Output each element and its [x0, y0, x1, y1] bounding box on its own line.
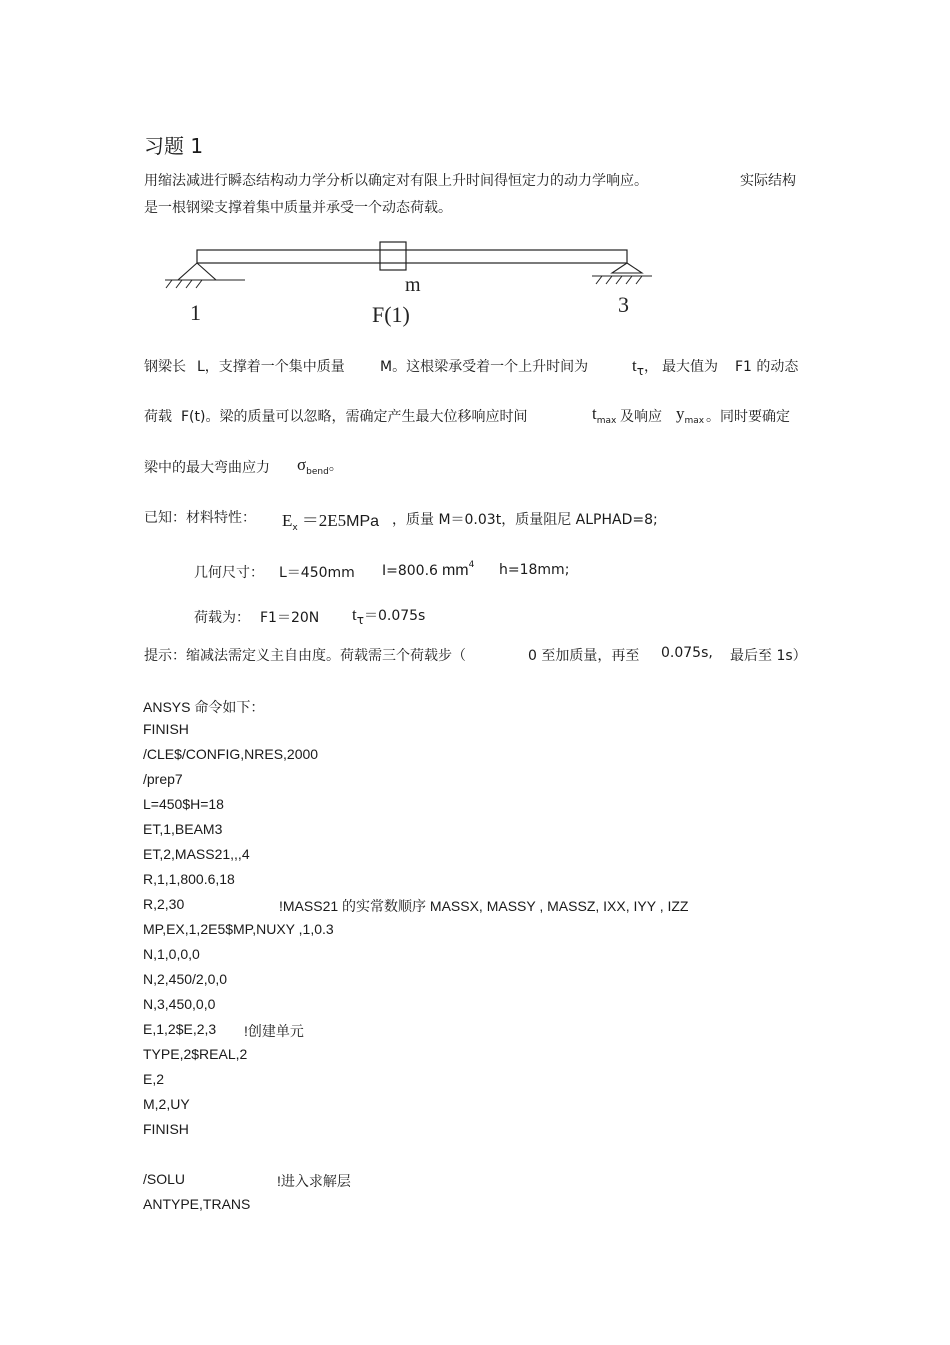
para-l2-c: 及响应 [620, 409, 662, 425]
sigma-bend-symbol: $\sigma_{bend}$。 [297, 455, 343, 477]
right-support [612, 263, 642, 273]
intro-line-2: 是一根钢梁支撑着集中质量并承受一个动态荷载。 [144, 200, 452, 216]
command-comment-element: !创建单元 [244, 1023, 304, 1039]
command-line: E,2 [143, 1071, 165, 1087]
command-line: E,1,2$E,2,3 [143, 1021, 217, 1037]
para-l2-a: 荷载 [144, 409, 172, 425]
command-line: ET,1,BEAM3 [143, 821, 223, 837]
command-line: R,2,30 [143, 896, 185, 912]
known-label: 已知：材料特性： [144, 510, 256, 526]
beam-diagram [160, 236, 660, 332]
para-l1-c: M。这根梁承受着一个上升时间为 [380, 359, 589, 375]
hint-b: 0 至加质量，再至 [528, 648, 640, 664]
command-antype: ANTYPE,TRANS [143, 1196, 251, 1212]
command-line: N,1,0,0,0 [143, 946, 200, 962]
page-title: 习题 1 [144, 134, 204, 158]
command-line: /CLE$/CONFIG,NRES,2000 [143, 746, 319, 762]
command-line: L=450$H=18 [143, 796, 224, 812]
command-line: N,3,450,0,0 [143, 996, 216, 1012]
command-line: MP,EX,1,2E5$MP,NUXY ,1,0.3 [143, 921, 334, 937]
ymax-symbol: $y_{max}$ [676, 404, 705, 426]
command-line: FINISH [143, 721, 189, 737]
beam-body [197, 250, 627, 263]
load-label: 荷载为： [194, 610, 250, 626]
para-l2-b: F(t)。梁的质量可以忽略，需确定产生最大位移响应时间 [181, 409, 528, 425]
geometry-inertia: I=800.6 $mm^4$ [382, 560, 475, 579]
known-rest: ，质量 M＝0.03t，质量阻尼 ALPHAD=8; [392, 512, 658, 528]
command-line: ET,2,MASS21,,,4 [143, 846, 250, 862]
para-l1-e: F1 的动态 [735, 359, 799, 375]
para-l1-a: 钢梁长 [144, 359, 186, 375]
command-line: FINISH [143, 1121, 189, 1137]
hint-d: 最后至 1s） [730, 648, 807, 664]
command-line: N,2,450/2,0,0 [143, 971, 228, 987]
command-line: R,1,1,800.6,18 [143, 871, 235, 887]
para-l1-d: 最大值为 [662, 359, 718, 375]
command-comment-mass21: !MASS21 的实常数顺序 MASSX, MASSY , MASSZ, IXX, IYY , IZZ [279, 898, 689, 914]
load-force: F1＝20N [260, 610, 320, 626]
force-label: F(1) [372, 302, 410, 327]
tmax-symbol: $t_{max}$ [592, 404, 617, 426]
modulus-expression: $E_x =2E5MPa$ [282, 511, 380, 533]
rise-time-symbol: $t_\tau$， [632, 356, 658, 378]
command-line: M,2,UY [143, 1096, 190, 1112]
left-support [178, 263, 216, 280]
command-comment-solu: !进入求解层 [277, 1173, 351, 1189]
command-line: /prep7 [143, 771, 183, 787]
node-label-1: 1 [190, 300, 201, 325]
load-rise-time: $t_\tau=0.075s$ [352, 605, 426, 627]
node-label-3: 3 [618, 292, 629, 317]
command-line: TYPE,2$REAL,2 [143, 1046, 248, 1062]
intro-line-1a: 用缩法减进行瞬态结构动力学分析以确定对有限上升时间得恒定力的动力学响应。 [144, 173, 648, 189]
intro-line-1b: 实际结构 [740, 173, 796, 189]
commands-heading: ANSYS 命令如下： [143, 699, 265, 715]
para-l2-d: 。同时要确定 [706, 409, 790, 425]
hint-c: 0.075s, [661, 645, 713, 661]
mass-label: m [405, 274, 421, 296]
command-solu: /SOLU [143, 1171, 186, 1187]
geometry-length: L＝450mm [279, 565, 355, 581]
geometry-label: 几何尺寸： [194, 565, 264, 581]
hint-a: 提示：缩减法需定义主自由度。荷载需三个荷载步（ [144, 648, 466, 664]
para-l1-b: L，支撑着一个集中质量 [197, 359, 345, 375]
para-l3-a: 梁中的最大弯曲应力 [144, 460, 270, 476]
mass-box [380, 242, 406, 270]
geometry-height: h=18mm; [499, 562, 570, 578]
